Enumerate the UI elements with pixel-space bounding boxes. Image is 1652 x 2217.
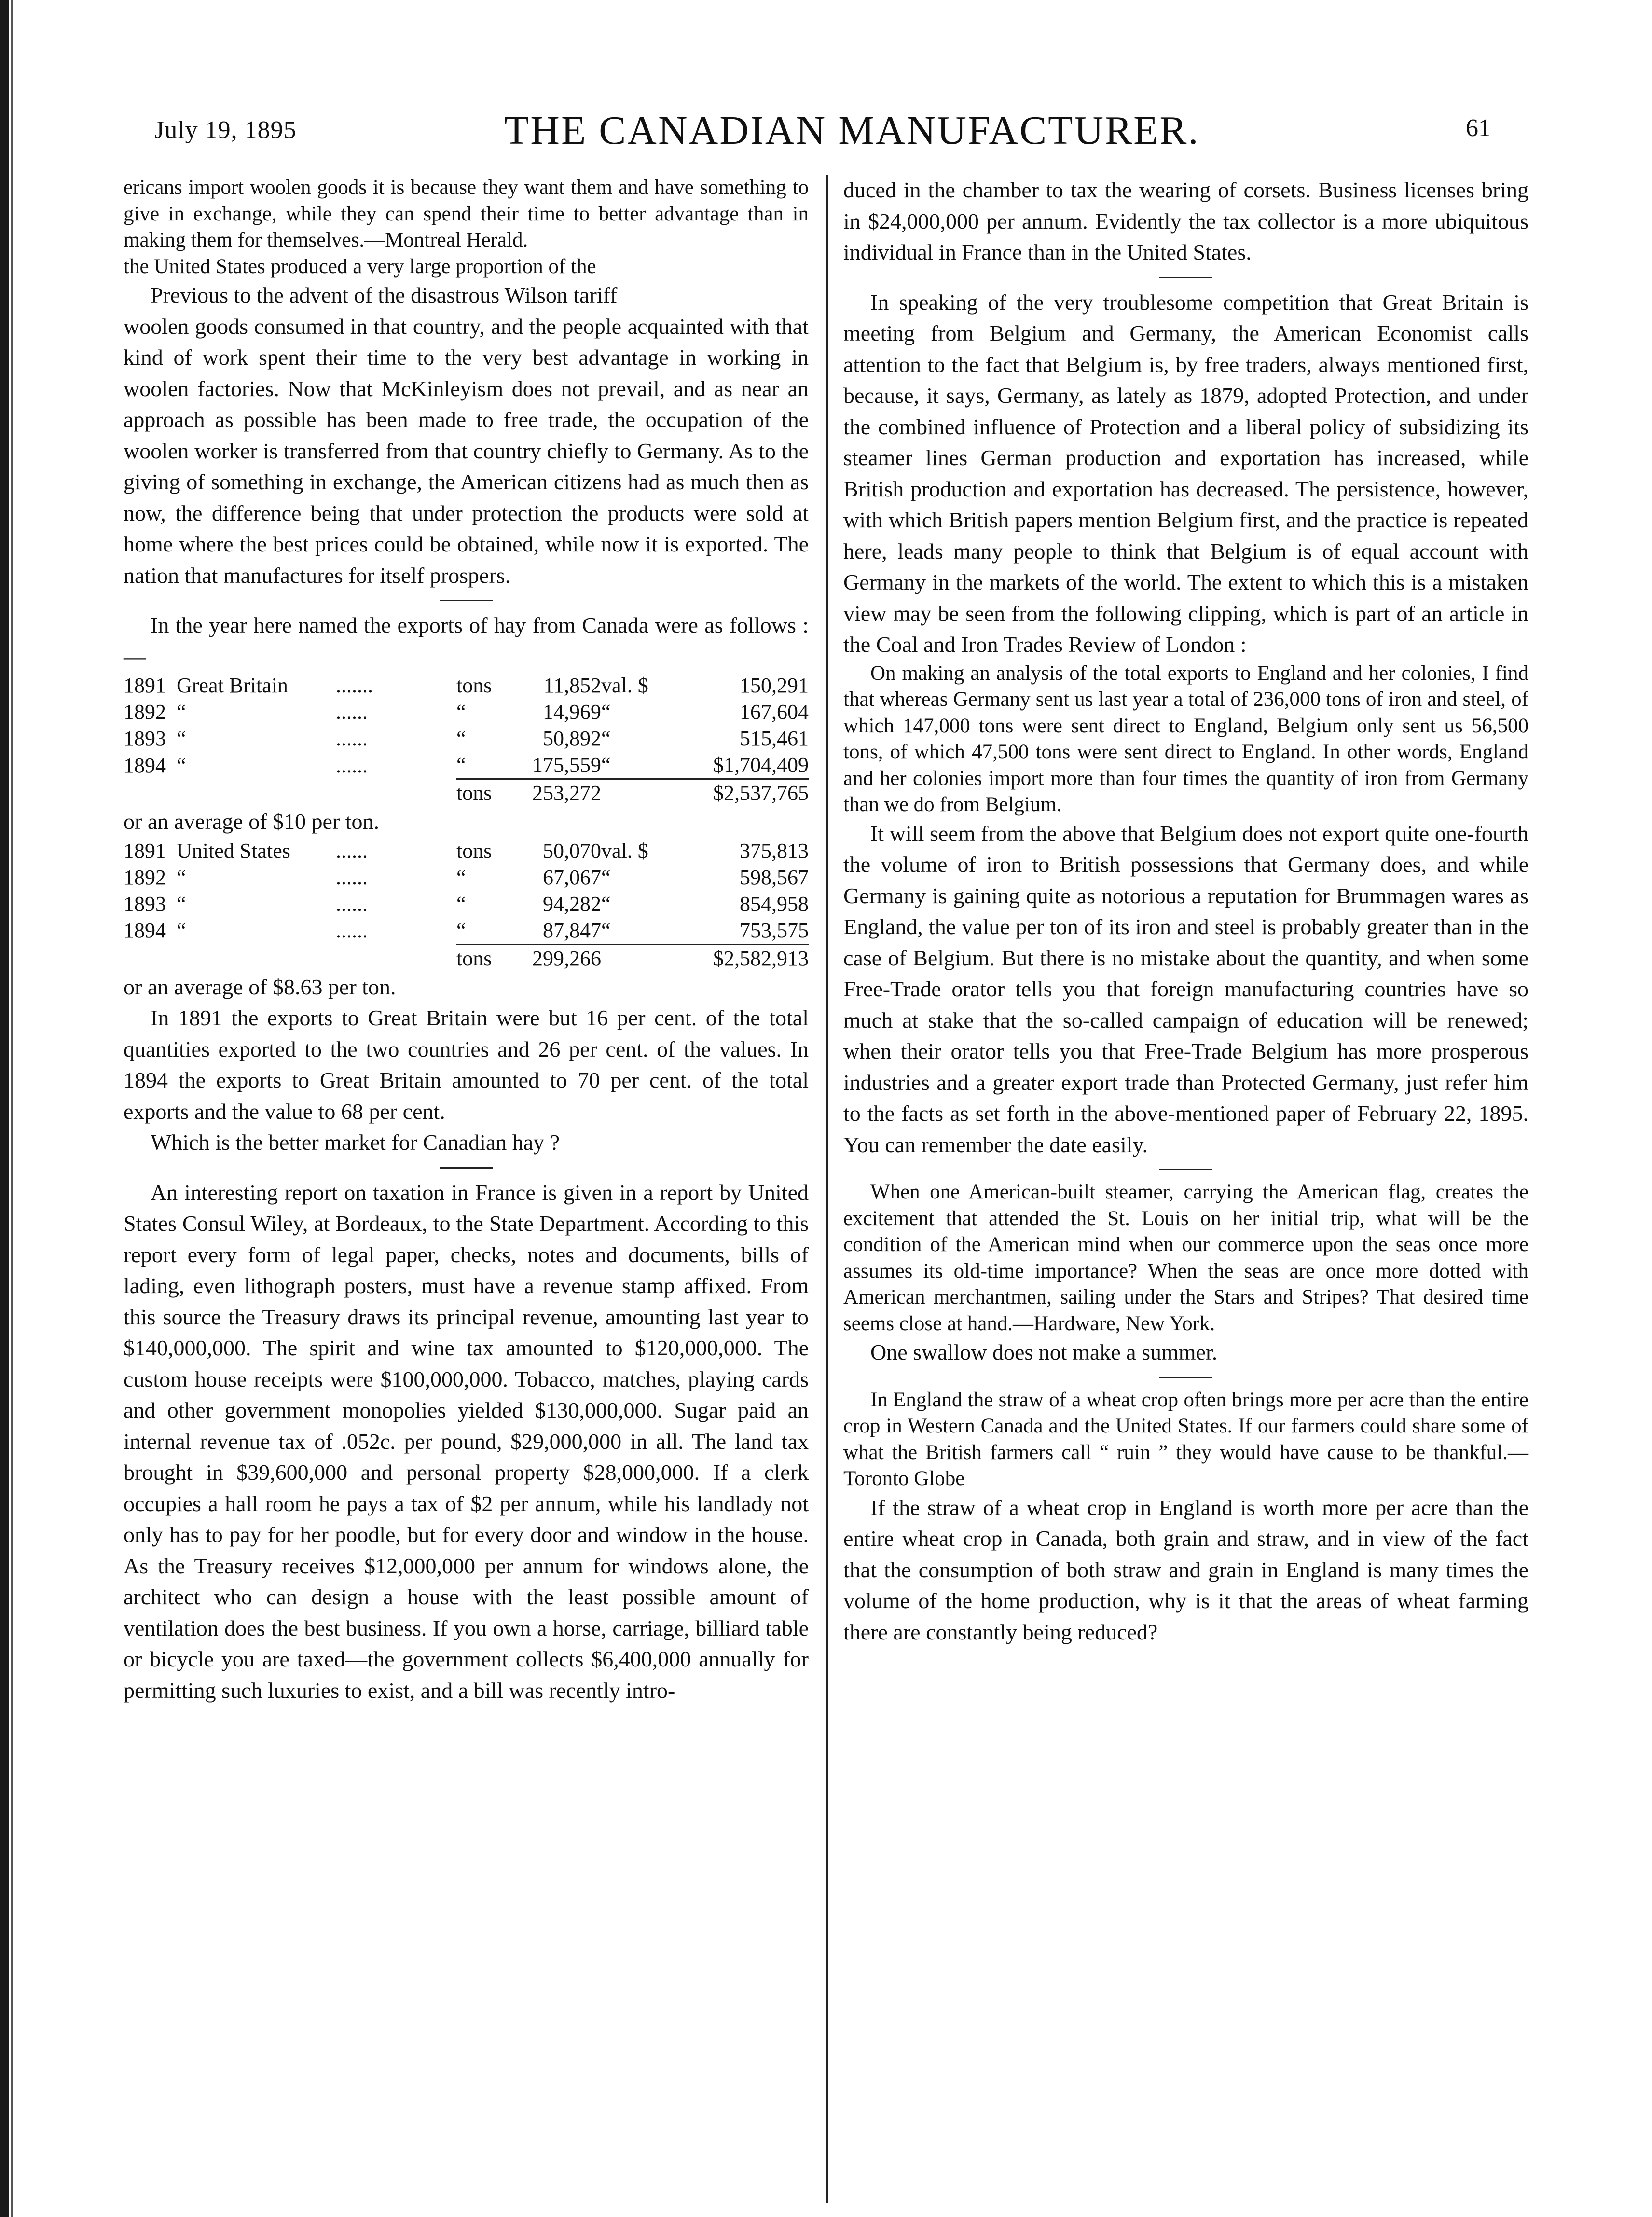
- cell-dest: “: [177, 753, 186, 777]
- cell-val: 167,604: [740, 700, 809, 724]
- us-average: or an average of $8.63 per ton.: [124, 974, 396, 999]
- cell-year: 1894: [124, 919, 166, 943]
- us-total-val: $2,582,913: [713, 946, 809, 970]
- wheat-straw-comment: If the straw of a wheat crop in England is worth more per acre than the entire wheat crop in Canada, both grain and straw, and in view of the fact that the consumption of both straw and grain in England is many times the volume of the home production, why is it that the areas of wheat farming there are constantly being reduced?: [843, 1495, 1528, 1644]
- cell-year: 1894: [124, 753, 166, 777]
- cell-unit: “: [456, 892, 466, 916]
- article-woolen-line-b: Previous to the advent of the disastrous Wilson tariff: [151, 283, 618, 307]
- cell-qty: 175,559: [514, 752, 601, 779]
- cell-year: 1893: [124, 727, 166, 750]
- cell-val: 375,813: [740, 839, 809, 863]
- cell-dest: “: [177, 919, 186, 943]
- table-row: [124, 752, 809, 779]
- left-column: [124, 175, 809, 1706]
- table-row: [124, 891, 809, 917]
- cell-vlabel: val. $: [601, 839, 648, 863]
- cell-dots: ......: [336, 753, 368, 777]
- cell-year: 1891: [124, 674, 166, 697]
- cell-qty: 50,892: [543, 727, 601, 750]
- cell-val: 854,958: [740, 892, 809, 916]
- wheat-straw-quote: In England the straw of a wheat crop often brings more per acre than the entire crop in Western Canada and the United States. If our farmers could share some of what the British farmers call “ ruin ” they would have cause to be thankful.—Toronto Globe: [843, 1388, 1528, 1490]
- table-row: [124, 838, 809, 864]
- cell-vlabel: “: [601, 752, 674, 779]
- hay-exports-gb-total: [124, 780, 809, 806]
- france-taxation-continued: duced in the chamber to tax the wearing of corsets. Business licenses bring in $24,000,000 per annum. Evidently the tax collector is a more ubiquitous individual in France than in the United States.: [843, 178, 1528, 264]
- hay-question: Which is the better market for Canadian hay ?: [151, 1130, 560, 1155]
- cell-qty: 50,070: [543, 839, 601, 863]
- section-separator: [1159, 277, 1212, 278]
- hay-exports-gb-table: [124, 672, 809, 780]
- cell-val: 515,461: [740, 727, 809, 750]
- cell-dest: “: [177, 892, 186, 916]
- gb-average: or an average of $10 per ton.: [124, 809, 380, 834]
- cell-dots: ......: [336, 865, 368, 889]
- cell-dots: ......: [336, 727, 368, 750]
- cell-unit: “: [456, 917, 514, 945]
- article-woolen-line-a: the United States produced a very large proportion of the: [124, 255, 596, 278]
- section-separator: [440, 600, 493, 601]
- issue-date: July 19, 1895: [154, 116, 297, 144]
- cell-val: 598,567: [740, 865, 809, 889]
- right-column: [843, 175, 1528, 1648]
- cell-qty: 87,847: [514, 917, 601, 945]
- cell-qty: 11,852: [543, 674, 601, 697]
- coal-iron-quote: On making an analysis of the total exports to England and her colonies, I find that whereas Germany sent us last year a total of 236,000 tons of iron and steel, of which 147,000 tons were sent direct to England, Belgium only sent us 56,500 tons, of which 47,500 tons were sent direct to England. In other words, England and her colonies import more than four times the quantity of iron from Germany than we do from Belgium.: [843, 661, 1528, 816]
- us-total-qty: 299,266: [532, 946, 601, 970]
- swallow-remark: One swallow does not make a summer.: [870, 1340, 1218, 1364]
- gb-total-unit: tons: [456, 781, 492, 805]
- cell-year: 1892: [124, 865, 166, 889]
- belgium-germany-article: In speaking of the very troublesome competition that Great Britain is meeting from Belgium and Germany, the American Economist calls attention to the fact that Belgium is, by free traders, always mentioned first, because, it says, Germany, as lately as 1879, adopted Protection, and under the combined influence of Protection and a liberal policy of subsidizing its steamer lines German production and exportation has increased, while British production and exportation has decreased. The persistence, however, with which British papers mention Belgium first, and the practice is repeated here, leads many people to think that Belgium is of equal account with Germany in the markets of the world. The extent to which this is a mistaken view may be seen from the following clipping, which is part of an article in the Coal and Iron Trades Review of London :: [843, 289, 1528, 657]
- cell-vlabel: “: [601, 917, 674, 945]
- cell-val: $1,704,409: [674, 752, 809, 779]
- page-header: [154, 107, 1491, 160]
- cell-qty: 14,969: [543, 700, 601, 724]
- section-separator: [1159, 1169, 1212, 1170]
- cell-dots: .......: [336, 674, 373, 697]
- cell-vlabel: “: [601, 892, 611, 916]
- hay-analysis: In 1891 the exports to Great Britain were but 16 per cent. of the total quantities exported to the two countries and 26 per cent. of the values. In 1894 the exports to Great Britain amounted to 70 per cent. of the total exports and the value to 68 per cent.: [124, 1005, 809, 1124]
- cell-unit: tons: [456, 839, 492, 863]
- table-row: [124, 917, 809, 945]
- cell-unit: “: [456, 752, 514, 779]
- cell-unit: “: [456, 865, 466, 889]
- table-row: [124, 725, 809, 752]
- cell-val: 753,575: [674, 917, 809, 945]
- hay-intro: In the year here named the exports of hay from Canada were as follows :—: [124, 613, 809, 669]
- table-row: [124, 864, 809, 891]
- scan-edge: [0, 0, 9, 2217]
- us-total-unit: tons: [456, 946, 492, 970]
- france-taxation-article: An interesting report on taxation in France is given in a report by United States Consul Wiley, at Bordeaux, to the State Department. According to this report every form of legal paper, checks, notes and documents, bills of lading, even lithograph posters, must have a revenue stamp affixed. From this source the Treasury draws its principal revenue, amounting last year to $140,000,000. The spirit and wine tax amounted to $120,000,000. The custom house receipts were $100,000,000. Tobacco, matches, playing cards and other government monopolies yielded $130,000,000. Sugar paid an internal revenue tax of .052c. per pound, $29,000,000 in all. The land tax brought in $39,600,000 and personal property $28,000,000. If a clerk occupies a hall room he pays a tax of $2 per annum, while his landlady not only has to pay for her poodle, but for every door and window in the house. As the Treasury receives $12,000,000 per annum for windows alone, the architect who can design a house with the least possible amount of ventilation does the best business. If you own a horse, carriage, billiard table or bicycle you are taxed—the government collects $6,400,000 annually for permitting such luxuries to exist, and a bill was recently intro-: [124, 1180, 809, 1703]
- cell-qty: 67,067: [543, 865, 601, 889]
- cell-unit: “: [456, 700, 466, 724]
- cell-dest: “: [177, 700, 186, 724]
- article-woolen-body: woolen goods consumed in that country, and the people acquainted with that kind of work spent their time to the very best advantage in working in woolen factories. Now that McKinleyism does not prevail, and as near an approach as possible has been made to free trade, the occupation of the woolen worker is transferred from that country chiefly to Germany. As to the giving of something in exchange, the American citizens had as much then as now, the difference being that under protection the products were sold at home where the best prices could be obtained, while now it is exported. The nation that manufactures for itself prospers.: [124, 314, 809, 588]
- page-number: 61: [1466, 114, 1491, 142]
- cell-vlabel: “: [601, 727, 611, 750]
- cell-vlabel: “: [601, 865, 611, 889]
- cell-vlabel: “: [601, 700, 611, 724]
- cell-val: 150,291: [740, 674, 809, 697]
- cell-year: 1893: [124, 892, 166, 916]
- table-row: [124, 699, 809, 725]
- cell-dots: ......: [336, 892, 368, 916]
- article-woolen-end: ericans import woolen goods it is because they want them and have something to give in exchange, while they can spend their time to better advantage than in making them for themselves.—Montreal Herald.: [124, 176, 809, 251]
- belgium-analysis: It will seem from the above that Belgium does not export quite one-fourth the volume of iron to British possessions that Germany does, and while Germany is gaining quite as notorious a reputation for Brummagen wares as England, the value per ton of its iron and steel is probably greater than in the case of Belgium. But there is no mistake about the quantity, and when some Free-Trade orator tells you that foreign manufacturing countries have so much at stake that the so-called campaign of education will be renewed; when their orator tells you that Free-Trade Belgium has more prosperous industries and a greater export trade than Protected Germany, just refer him to the facts as set forth in the above-mentioned paper of February 22, 1895. You can remember the date easily.: [843, 821, 1528, 1157]
- cell-dots: ......: [336, 839, 368, 863]
- scan-edge-line: [11, 0, 13, 2217]
- cell-unit: “: [456, 727, 466, 750]
- cell-qty: 94,282: [543, 892, 601, 916]
- steamer-article: When one American-built steamer, carrying the American flag, creates the excitement that attended the St. Louis on her initial trip, what will be the condition of the American mind when our commerce upon the seas once more assumes its old-time importance? When the seas are once more dotted with American merchantmen, sailing under the Stars and Stripes? That desired time seems close at hand.—Hardware, New York.: [843, 1181, 1528, 1335]
- cell-dest: “: [177, 727, 186, 750]
- cell-dest: Great Britain: [177, 674, 288, 697]
- table-row: [124, 672, 809, 699]
- cell-vlabel: val. $: [601, 674, 648, 697]
- publication-title: THE CANADIAN MANUFACTURER.: [504, 108, 1200, 153]
- hay-exports-us-total: [124, 945, 809, 972]
- cell-year: 1892: [124, 700, 166, 724]
- cell-dest: United States: [177, 839, 290, 863]
- cell-dots: ......: [336, 700, 368, 724]
- column-divider: [826, 175, 828, 2203]
- gb-total-qty: 253,272: [532, 781, 601, 805]
- gb-total-val: $2,537,765: [713, 781, 809, 805]
- cell-dots: ......: [336, 919, 368, 943]
- section-separator: [1159, 1377, 1212, 1378]
- cell-dest: “: [177, 865, 186, 889]
- cell-year: 1891: [124, 839, 166, 863]
- section-separator: [440, 1167, 493, 1169]
- hay-exports-us-table: [124, 838, 809, 945]
- cell-unit: tons: [456, 674, 492, 697]
